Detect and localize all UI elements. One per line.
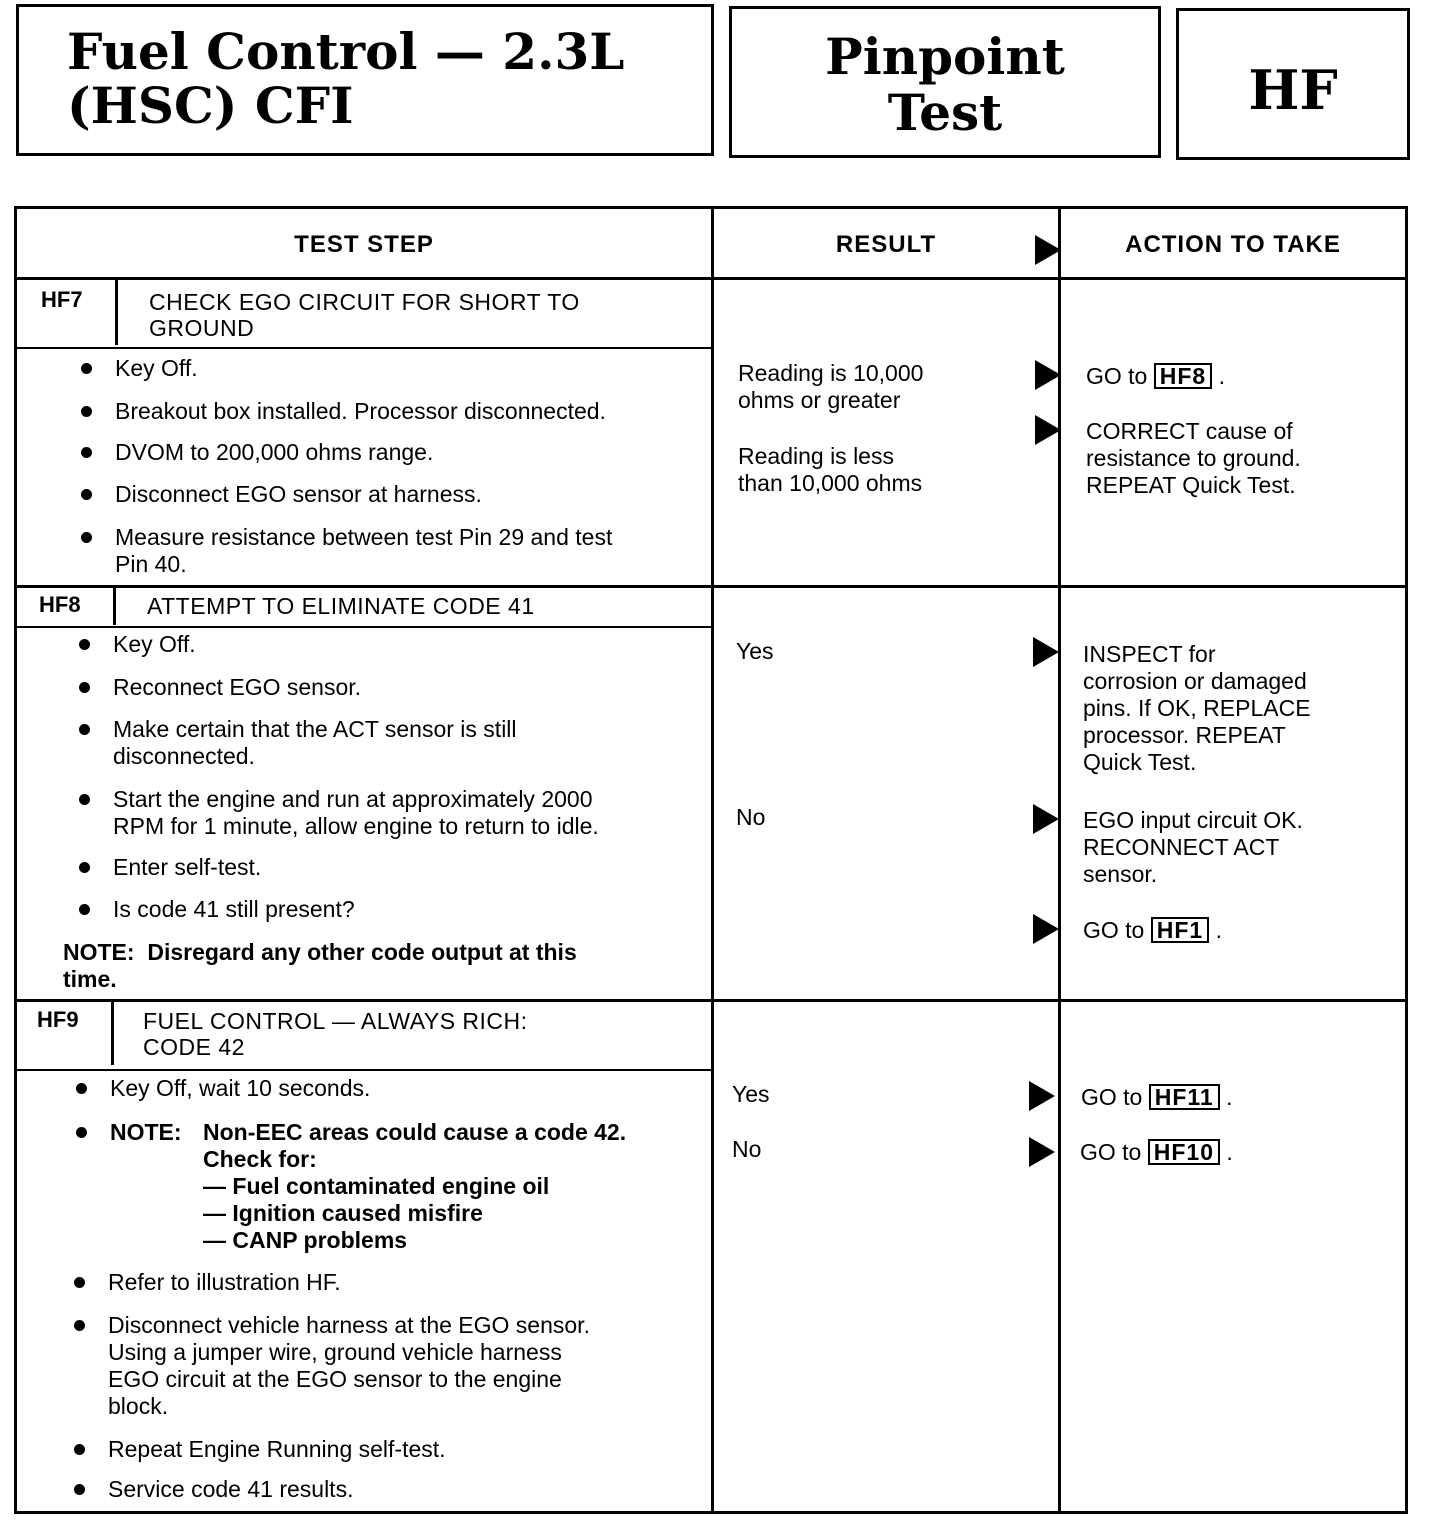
hf9-action-no-suffix: . (1226, 1139, 1233, 1165)
hf8-action-no-2-suffix: . (1215, 917, 1222, 943)
hf9-note-line-2: Check for: (203, 1146, 317, 1172)
hf7-step-id: HF7 (41, 287, 83, 312)
hf8-action-yes-line-4: processor. REPEAT (1083, 722, 1286, 748)
hf7-result-1-line-2: ohms or greater (738, 387, 901, 413)
hf7-title-line-2: GROUND (149, 315, 255, 341)
hf7-step-3: DVOM to 200,000 ohms range. (115, 439, 434, 465)
column-header-test-step: TEST STEP (294, 231, 434, 258)
hf7-result-1 (738, 360, 923, 414)
title-line-1: Fuel Control — 2.3L (67, 22, 625, 81)
hf7-action-2 (1086, 418, 1301, 499)
hf9-step-title (143, 1008, 528, 1060)
pinpoint-table (14, 206, 1408, 1514)
test-code: HF (1248, 58, 1338, 122)
column-divider-result (711, 209, 714, 1511)
hf7-step-2: Breakout box installed. Processor disconnected. (115, 398, 606, 424)
hf7-title-divider (17, 347, 711, 349)
hf9-note-item-3: — CANP problems (203, 1227, 408, 1253)
hf7-step-title (149, 289, 580, 341)
hf9-yes-arrow-icon (1029, 1081, 1055, 1111)
hf9-step-4-line-1: Disconnect vehicle harness at the EGO sensor. (108, 1312, 590, 1338)
hf9-note-line-1: Non-EEC areas could cause a code 42. (203, 1119, 627, 1145)
hf9-title-line-1: FUEL CONTROL — ALWAYS RICH: (143, 1008, 528, 1034)
hf8-action-no-2-ref[interactable]: HF1 (1151, 917, 1209, 943)
hf8-step-4-line-2: RPM for 1 minute, allow engine to return to idle. (113, 813, 599, 839)
hf8-action-yes (1083, 641, 1311, 776)
hf8-result-yes: Yes (736, 638, 774, 664)
title-box (16, 4, 714, 156)
hf7-step-1: Key Off. (115, 355, 198, 381)
hf9-action-yes (1081, 1084, 1233, 1111)
hf7-step-5-line-2: Pin 40. (115, 551, 187, 577)
hf9-note-item-2: — Ignition caused misfire (203, 1200, 483, 1226)
header-divider (17, 277, 1405, 280)
hf7-step-5 (115, 524, 612, 578)
hf8-action-no-line-3: sensor. (1083, 861, 1158, 887)
hf8-step-id: HF8 (39, 592, 81, 617)
hf9-step-id: HF9 (37, 1007, 79, 1032)
hf8-action-yes-line-1: INSPECT for (1083, 641, 1216, 667)
hf7-result-2 (738, 443, 922, 497)
hf7-action-1-ref[interactable]: HF8 (1154, 363, 1212, 389)
hf7-result-2-arrow-icon (1035, 415, 1061, 445)
hf8-step-2: Reconnect EGO sensor. (113, 674, 362, 700)
hf8-step-title: ATTEMPT TO ELIMINATE CODE 41 (147, 593, 535, 619)
hf9-step-5: Repeat Engine Running self-test. (108, 1436, 446, 1462)
pinpoint-test-box (729, 6, 1161, 158)
hf9-result-yes: Yes (732, 1081, 770, 1107)
hf9-action-yes-prefix: GO to (1081, 1084, 1143, 1110)
hf8-section-divider (17, 999, 1405, 1002)
hf8-action-no (1083, 807, 1303, 888)
hf8-note (63, 939, 577, 993)
hf7-result-1-arrow-icon (1035, 360, 1061, 390)
hf8-step-4-line-1: Start the engine and run at approximately 2000 (113, 786, 593, 812)
hf8-note-text-2: time. (63, 966, 117, 992)
hf7-action-2-line-2: resistance to ground. (1086, 445, 1301, 471)
page-title (67, 22, 625, 135)
hf9-action-no-prefix: GO to (1080, 1139, 1142, 1165)
hf7-id-divider (115, 279, 118, 345)
hf7-step-5-line-1: Measure resistance between test Pin 29 and test (115, 524, 613, 550)
hf9-title-line-2: CODE 42 (143, 1034, 245, 1060)
hf8-step-3 (113, 716, 517, 770)
hf8-note-text: Disregard any other code output at this (147, 939, 577, 965)
hf7-title-line-1: CHECK EGO CIRCUIT FOR SHORT TO (149, 289, 580, 315)
hf8-action-no-2-prefix: GO to (1083, 917, 1145, 943)
hf8-action-no-2 (1083, 917, 1222, 944)
hf9-step-4-line-4: block. (108, 1393, 169, 1419)
hf9-step-6: Service code 41 results. (108, 1476, 354, 1502)
hf7-action-2-line-3: REPEAT Quick Test. (1086, 472, 1296, 498)
hf7-action-1 (1086, 363, 1225, 390)
hf7-result-1-line-1: Reading is 10,000 (738, 360, 924, 386)
pinpoint-line-2: Test (887, 83, 1003, 142)
hf8-action-yes-line-5: Quick Test. (1083, 749, 1197, 775)
hf7-step-4: Disconnect EGO sensor at harness. (115, 481, 482, 507)
hf7-action-1-prefix: GO to (1086, 363, 1148, 389)
hf9-step-2 (110, 1119, 182, 1146)
hf7-result-2-line-1: Reading is less (738, 443, 894, 469)
hf7-result-2-line-2: than 10,000 ohms (738, 470, 923, 496)
pinpoint-line-1: Pinpoint (825, 27, 1065, 86)
hf9-step-4 (108, 1312, 590, 1420)
column-header-result: RESULT (835, 231, 937, 258)
hf9-action-yes-ref[interactable]: HF11 (1149, 1084, 1220, 1110)
hf9-action-no (1080, 1139, 1233, 1166)
hf7-section-divider (17, 585, 1405, 588)
hf8-action-yes-line-2: corrosion or damaged (1083, 668, 1307, 694)
column-divider-action (1058, 209, 1061, 1511)
hf7-action-1-suffix: . (1218, 363, 1225, 389)
hf9-note-body (203, 1119, 626, 1254)
hf7-action-2-line-1: CORRECT cause of (1086, 418, 1293, 444)
hf9-step-4-line-2: Using a jumper wire, ground vehicle harness (108, 1339, 562, 1365)
hf8-result-no: No (736, 804, 766, 830)
pinpoint-label (732, 29, 1158, 141)
hf9-step-3: Refer to illustration HF. (108, 1269, 341, 1295)
hf8-no2-arrow-icon (1033, 914, 1059, 944)
hf8-step-1: Key Off. (113, 631, 196, 657)
hf8-yes-arrow-icon (1033, 637, 1059, 667)
hf9-action-no-ref[interactable]: HF10 (1148, 1139, 1220, 1165)
hf9-note-label: NOTE: (110, 1119, 182, 1145)
hf9-no-arrow-icon (1029, 1137, 1055, 1167)
title-line-2: (HSC) CFI (67, 76, 354, 135)
hf9-note-item-1: — Fuel contaminated engine oil (203, 1173, 550, 1199)
hf8-action-no-line-1: EGO input circuit OK. (1083, 807, 1303, 833)
hf8-title-divider (17, 626, 711, 628)
hf8-note-label: NOTE: (63, 939, 135, 965)
hf9-step-4-line-3: EGO circuit at the EGO sensor to the engine (108, 1366, 562, 1392)
test-code-box (1176, 8, 1410, 160)
hf8-action-yes-line-3: pins. If OK, REPLACE (1083, 695, 1311, 721)
hf8-step-6: Is code 41 still present? (113, 896, 355, 922)
hf8-step-3-line-2: disconnected. (113, 743, 255, 769)
header-arrow-icon (1035, 235, 1061, 265)
hf9-result-no: No (732, 1136, 762, 1162)
hf8-no-arrow-icon (1033, 804, 1059, 834)
hf9-action-yes-suffix: . (1226, 1084, 1233, 1110)
hf8-action-no-line-2: RECONNECT ACT (1083, 834, 1280, 860)
hf8-step-3-line-1: Make certain that the ACT sensor is still (113, 716, 517, 742)
hf9-title-divider (17, 1069, 711, 1071)
hf8-step-5: Enter self-test. (113, 854, 262, 880)
hf9-id-divider (111, 1001, 114, 1065)
hf8-id-divider (113, 587, 116, 625)
hf8-step-4 (113, 786, 599, 840)
hf9-step-1: Key Off, wait 10 seconds. (110, 1075, 371, 1101)
column-header-action: ACTION TO TAKE (1125, 231, 1341, 258)
